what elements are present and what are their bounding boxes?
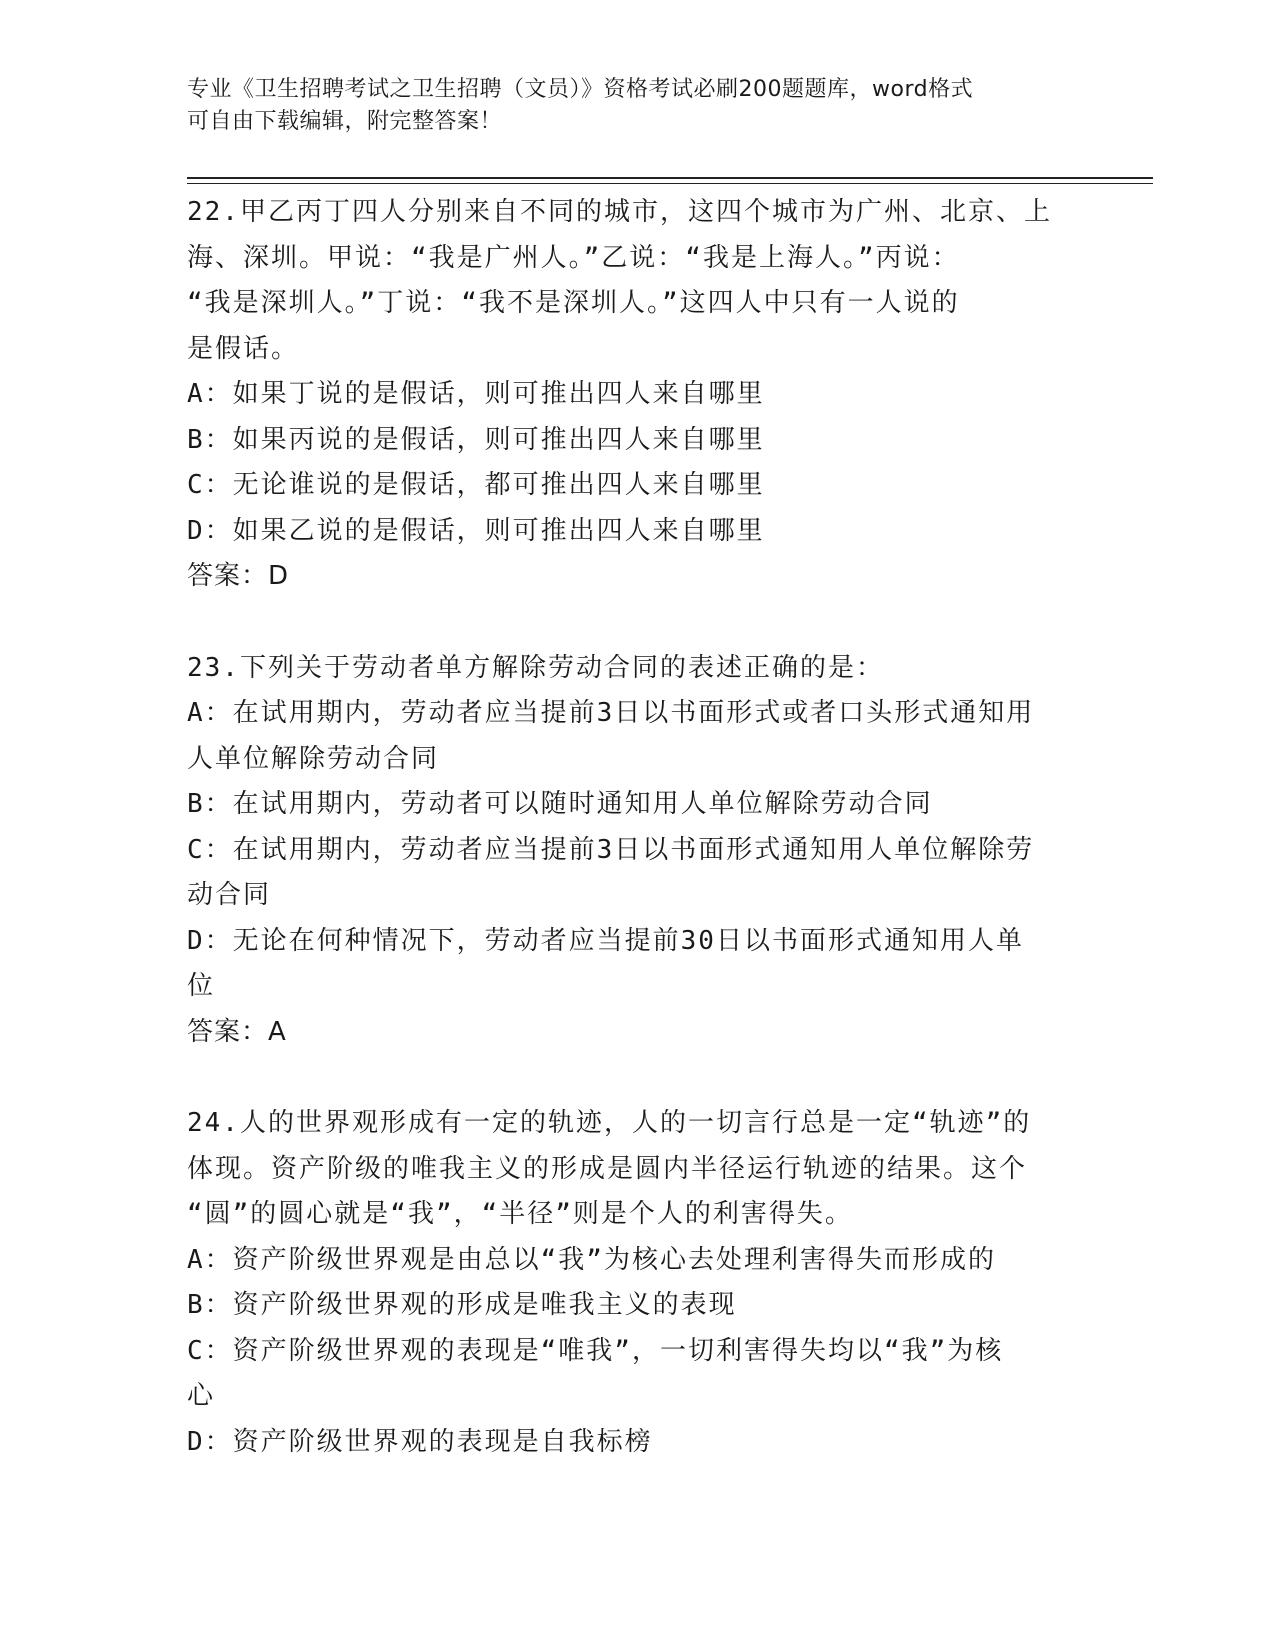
question-stem-line: 24.人的世界观形成有一定的轨迹，人的一切言行总是一定“轨迹”的: [187, 1108, 1032, 1138]
answer-line: 答案：A: [187, 1016, 287, 1047]
question-stem-line: 23.下列关于劳动者单方解除劳动合同的表述正确的是：: [187, 652, 884, 683]
option-line: B：如果丙说的是假话，则可推出四人来自哪里: [187, 424, 765, 455]
question-stem-line: 体现。资产阶级的唯我主义的形成是圆内半径运行轨迹的结果。这个: [187, 1153, 1028, 1184]
question-list: [187, 190, 1077, 1511]
option-line: D：如果乙说的是假话，则可推出四人来自哪里: [187, 515, 765, 546]
option-line: A：资产阶级世界观是由总以“我”为核心去处理利害得失而形成的: [187, 1244, 996, 1275]
header-line-1: 专业《卫生招聘考试之卫生招聘（文员）》资格考试必刷200题题库，word格式: [187, 77, 974, 102]
option-line: 位: [187, 971, 216, 1001]
header-line-2: 可自由下载编辑，附完整答案！: [187, 109, 503, 134]
option-line: A：如果丁说的是假话，则可推出四人来自哪里: [187, 379, 765, 409]
question-item: [187, 1101, 1077, 1465]
question-stem-line: “圆”的圆心就是“我”，“半径”则是个人的利害得失。: [187, 1199, 853, 1229]
option-line: B：资产阶级世界观的形成是唯我主义的表现: [187, 1290, 737, 1320]
option-line: 人单位解除劳动合同: [187, 743, 440, 774]
option-line: D：无论在何种情况下，劳动者应当提前30日以书面形式通知用人单: [187, 925, 1024, 956]
answer-line: 答案：D: [187, 561, 290, 591]
question-stem-line: 海、深圳。甲说：“我是广州人。”乙说：“我是上海人。”丙说：: [187, 242, 960, 273]
option-line: 心: [187, 1381, 216, 1411]
option-line: C：无论谁说的是假话，都可推出四人来自哪里: [187, 470, 765, 500]
question-item: [187, 646, 1077, 1056]
header-rule-thick: [187, 177, 1153, 179]
option-line: 动合同: [187, 880, 272, 910]
header-rule-thin: [187, 183, 1153, 184]
option-line: C：在试用期内，劳动者应当提前3日以书面形式通知用人单位解除劳: [187, 834, 1035, 865]
option-line: B：在试用期内，劳动者可以随时通知用人单位解除劳动合同: [187, 789, 933, 819]
question-stem-line: 22.甲乙丙丁四人分别来自不同的城市，这四个城市为广州、北京、上: [187, 197, 1052, 227]
question-item: [187, 190, 1077, 600]
document-header: [187, 74, 1087, 138]
option-line: C：资产阶级世界观的表现是“唯我”，一切利害得失均以“我”为核: [187, 1335, 1004, 1366]
question-stem-line: “我是深圳人。”丁说：“我不是深圳人。”这四人中只有一人说的: [187, 288, 960, 318]
question-stem-line: 是假话。: [187, 333, 300, 364]
option-line: A：在试用期内，劳动者应当提前3日以书面形式或者口头形式通知用: [187, 698, 1035, 728]
option-line: D：资产阶级世界观的表现是自我标榜: [187, 1426, 653, 1457]
